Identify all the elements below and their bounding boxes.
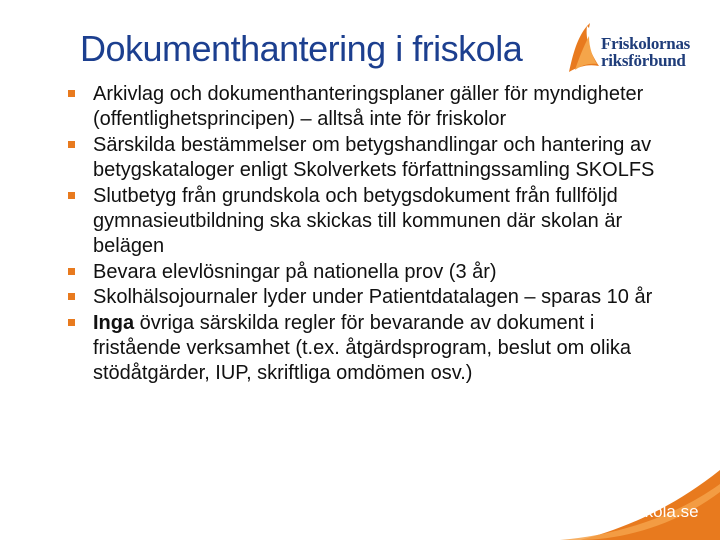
bullet-text: Skolhälsojournaler lyder under Patientdatalagen – sparas 10 år [93,286,653,309]
logo-line-1: Friskolornas [601,34,690,53]
bullet-item [68,184,668,260]
square-bullet-icon [68,268,75,275]
bullet-item [68,285,668,310]
bullet-emphasis: Inga [93,311,135,334]
logo-line-2: riksförbund [601,51,686,70]
square-bullet-icon [68,293,75,300]
bullet-item [68,133,668,184]
bullet-text: Särskilda bestämmelser om betygshandlingar och hantering av betygskataloger enligt Skolverkets författningssamling SKOLFS [93,133,655,182]
square-bullet-icon [68,90,75,97]
slide-title: Dokumenthantering i friskola [80,28,523,69]
bullet-text: övriga särskilda regler för bevarande av dokument i fristående verksamhet (t.ex. åtgärdsprogram, beslut om olika stödåtgärder, IUP, skriftliga omdömen osv.) [93,311,632,385]
bullet-item [68,260,668,285]
square-bullet-icon [68,319,75,326]
square-bullet-icon [68,192,75,199]
bullet-text: Bevara elevlösningar på nationella prov (3 år) [93,260,497,283]
square-bullet-icon [68,141,75,148]
logo-wordmark [601,35,690,69]
bullet-text: Arkivlag och dokumenthanteringsplaner gäller för myndigheter (offentlighetsprincipen) – alltså inte för friskolor [93,83,644,131]
bullet-list [68,82,668,387]
footer-url: friskola.se [622,502,699,521]
friskolornas-riksforbund-logo [563,22,720,80]
bullet-item [68,311,668,387]
bullet-text: Slutbetyg från grundskola och betygsdokument från fullföljd gymnasieutbildning ska skickas till kommunen där skolan är belägen [93,184,623,258]
sail-logo-icon [563,22,603,74]
bullet-item [68,82,668,133]
